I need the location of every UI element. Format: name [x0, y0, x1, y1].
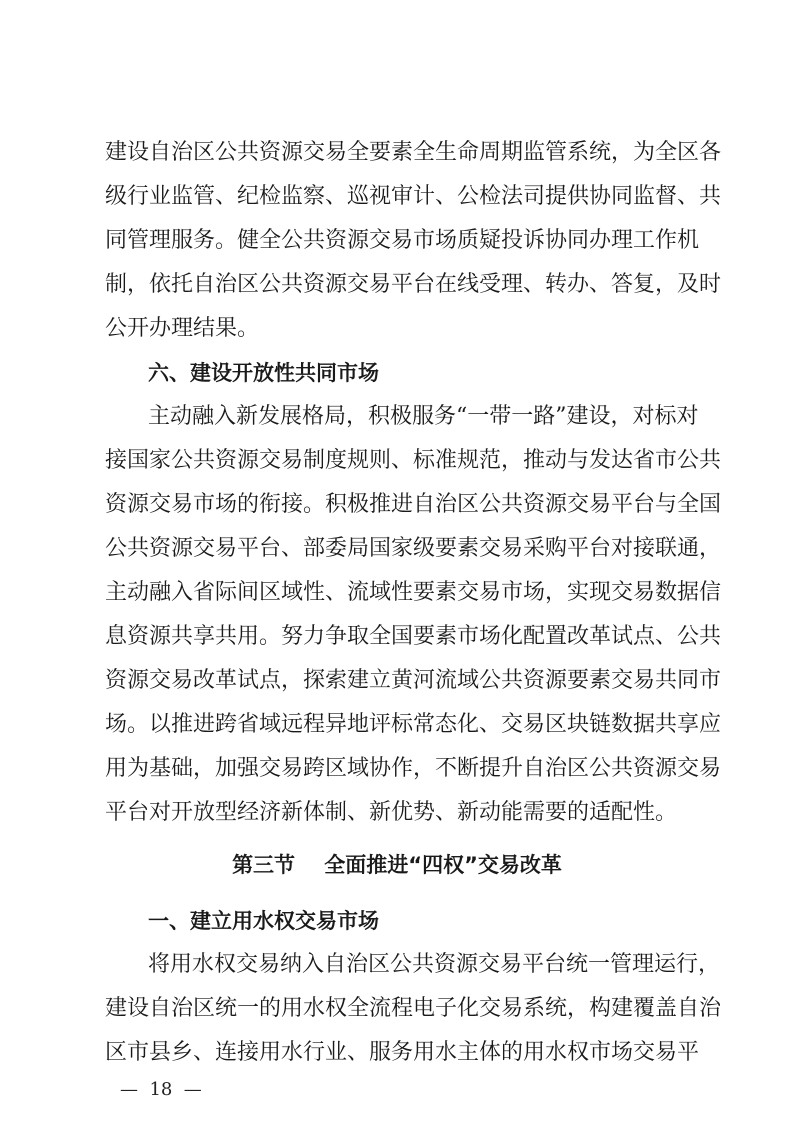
- paragraph-line: 建设自治区公共资源交易全要素全生命周期监管系统，为全区各: [105, 140, 722, 165]
- paragraph-line: 公开办理结果。: [105, 316, 260, 341]
- paragraph-line: 将用水权交易纳入自治区公共资源交易平台统一管理运行，: [148, 952, 721, 977]
- section-title: 第三节 全面推进“四权”交易改革: [232, 853, 562, 877]
- paragraph-line: 接国家公共资源交易制度规则、标准规范，推动与发达省市公共: [105, 448, 722, 473]
- paragraph-line: 制，依托自治区公共资源交易平台在线受理、转办、答复，及时: [105, 272, 722, 297]
- paragraph-line: 资源交易市场的衔接。积极推进自治区公共资源交易平台与全国: [105, 492, 722, 517]
- paragraph-line: 平台对开放型经济新体制、新优势、新动能需要的适配性。: [105, 800, 678, 825]
- paragraph-line: 资源交易改革试点，探索建立黄河流域公共资源要素交易共同市: [105, 668, 722, 693]
- paragraph-line: 主动融入省际间区域性、流域性要素交易市场，实现交易数据信: [105, 580, 722, 605]
- subsection-heading: 一、建立用水权交易市场: [148, 909, 379, 933]
- paragraph-line: 建设自治区统一的用水权全流程电子化交易系统，构建覆盖自治: [105, 996, 722, 1021]
- paragraph-line: 用为基础，加强交易跨区域协作，不断提升自治区公共资源交易: [105, 756, 722, 781]
- paragraph-line: 区市县乡、连接用水行业、服务用水主体的用水权市场交易平: [105, 1040, 700, 1065]
- paragraph-line: 公共资源交易平台、部委局国家级要素交易采购平台对接联通，: [105, 536, 722, 561]
- paragraph-line: 息资源共享共用。努力争取全国要素市场化配置改革试点、公共: [105, 624, 722, 649]
- paragraph-line: 同管理服务。健全公共资源交易市场质疑投诉协同办理工作机: [105, 228, 700, 253]
- paragraph-line: 场。以推进跨省域远程异地评标常态化、交易区块链数据共享应: [105, 712, 722, 737]
- paragraph-line: 级行业监管、纪检监察、巡视审计、公检法司提供协同监督、共: [105, 184, 722, 209]
- subsection-heading: 六、建设开放性共同市场: [148, 361, 379, 385]
- paragraph-line: 主动融入新发展格局，积极服务“一带一路”建设，对标对: [148, 404, 699, 429]
- page-number: — 18 —: [120, 1079, 202, 1100]
